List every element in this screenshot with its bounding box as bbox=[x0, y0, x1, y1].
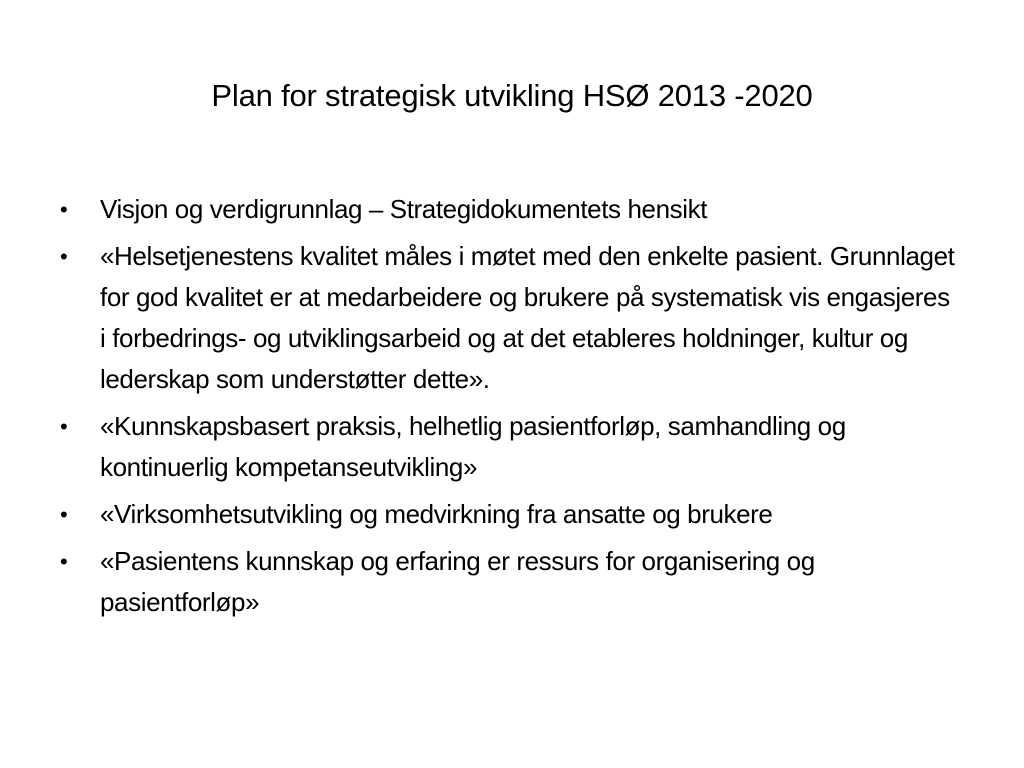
slide-title: Plan for strategisk utvikling HSØ 2013 -2020 bbox=[211, 78, 813, 113]
list-item bbox=[60, 494, 960, 535]
bullet-icon: • bbox=[60, 197, 68, 222]
bullet-icon: • bbox=[60, 244, 68, 269]
bullet-text: Visjon og verdigrunnlag – Strategidokumentets hensikt bbox=[100, 194, 708, 224]
bullet-text: «Pasientens kunnskap og erfaring er ressurs for organisering og pasientforløp» bbox=[100, 546, 815, 617]
list-item bbox=[60, 406, 960, 488]
bullet-text: «Helsetjenestens kvalitet måles i møtet med den enkelte pasient. Grunnlaget for god kvalitet er at medarbeidere og brukere på systematisk vis engasjeres i forbedrings- og utviklingsarbeid og at det etableres holdninger, kultur og lederskap som understøtter dette». bbox=[100, 241, 955, 394]
bullet-text: «Kunnskapsbasert praksis, helhetlig pasientforløp, samhandling og kontinuerlig kompetanseutvikling» bbox=[100, 411, 846, 482]
bullet-icon: • bbox=[60, 414, 68, 439]
list-item bbox=[60, 189, 960, 230]
list-item bbox=[60, 236, 960, 400]
list-item bbox=[60, 541, 960, 623]
bullet-icon: • bbox=[60, 549, 68, 574]
bullet-text: «Virksomhetsutvikling og medvirkning fra ansatte og brukere bbox=[100, 499, 773, 529]
bullet-list bbox=[60, 189, 960, 629]
bullet-icon: • bbox=[60, 502, 68, 527]
